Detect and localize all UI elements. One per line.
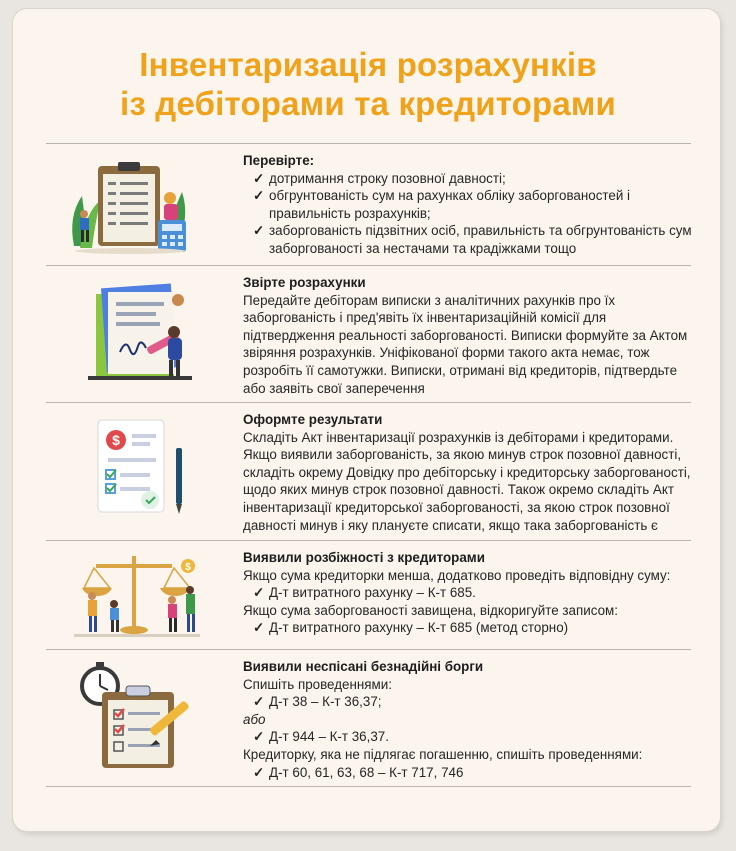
or-text: або bbox=[243, 711, 266, 727]
section-bad-debts bbox=[243, 658, 693, 781]
entry-item: ✓ Д-т витратного рахунку – К-т 685 (метод сторно) bbox=[243, 619, 693, 637]
entry-item: ✓ Д-т витратного рахунку – К-т 685. bbox=[243, 584, 693, 602]
divider bbox=[46, 402, 691, 403]
svg-text:$: $ bbox=[185, 562, 191, 573]
divider bbox=[46, 540, 691, 541]
page-title-line1: Інвентаризація розрахунків bbox=[139, 46, 597, 83]
stopwatch-checklist-icon bbox=[76, 660, 196, 772]
section-heading: Виявили неспісані безнадійні борги bbox=[243, 659, 484, 674]
section-text: Якщо сума кредиторки менша, додатково проведіть відповідну суму: bbox=[243, 567, 671, 583]
entry-item: ✓ Д-т 60, 61, 63, 68 – К-т 717, 746 bbox=[243, 764, 693, 782]
scales-people-icon bbox=[74, 552, 200, 638]
check-item: ✓ заборгованість підзвітних осіб, правильність та обгрунтованість сум заборгованості за нестачами та крадіжками тощо bbox=[243, 222, 693, 257]
section-text: Передайте дебіторам виписки з аналітичних рахунків про їх заборгованість і пред'явіть їх інвентаризаційній комісії для підтвердження реальності заборгованості. Виписки формуйте за Актом звіряння розрахунків. Уніфікованої форми такого акта немає, тож розробіть її самотужки. Виписки, отримані від кредиторів, підтвердьте або заявіть свої заперечення bbox=[243, 292, 688, 396]
divider bbox=[46, 143, 691, 144]
section-check bbox=[243, 152, 693, 258]
check-item: ✓ дотримання строку позовної давності; bbox=[243, 170, 693, 188]
svg-text:$: $ bbox=[112, 432, 120, 448]
clipboard-plants-icon bbox=[66, 156, 196, 256]
document-signing-icon bbox=[86, 280, 194, 384]
divider bbox=[46, 786, 691, 787]
document-dollar-icon bbox=[92, 416, 192, 522]
entry-item: ✓ Д-т 944 – К-т 36,37. bbox=[243, 728, 693, 746]
entry-item: ✓ Д-т 38 – К-т 36,37; bbox=[243, 693, 693, 711]
section-heading: Оформте результати bbox=[243, 412, 383, 427]
section-creditor-differences bbox=[243, 549, 693, 637]
check-item: ✓ обгрунтованість сум на рахунках обліку заборгованостей і правильність розрахунків; bbox=[243, 187, 693, 222]
section-heading: Виявили розбіжності з кредиторами bbox=[243, 550, 485, 565]
section-results bbox=[243, 411, 693, 534]
section-text: Кредиторку, яка не підлягає погашенню, спишіть проведеннями: bbox=[243, 746, 643, 762]
section-text: Складіть Акт інвентаризації розрахунків із дебіторами і кредиторами. Якщо виявили заборгованість, за якою минув строк позовної давності, складіть окрему Довідку про дебіторську і кредиторську заборгованості, щодо яких минув строк позовної давності. Також окремо складіть Акт інвентаризації кредиторської заборгованості, за якою строк позовної давності минув і яку плануєте списати, якщо така заборгованість є bbox=[243, 429, 691, 533]
divider bbox=[46, 265, 691, 266]
section-text: Спишіть проведеннями: bbox=[243, 676, 392, 692]
page-title-line2: із дебіторами та кредиторами bbox=[119, 85, 617, 122]
section-heading: Звірте розрахунки bbox=[243, 275, 366, 290]
divider bbox=[46, 649, 691, 650]
section-reconcile bbox=[243, 274, 693, 397]
section-heading: Перевірте: bbox=[243, 153, 315, 168]
section-text: Якщо сума заборгованості завищена, відкоригуйте записом: bbox=[243, 602, 618, 618]
